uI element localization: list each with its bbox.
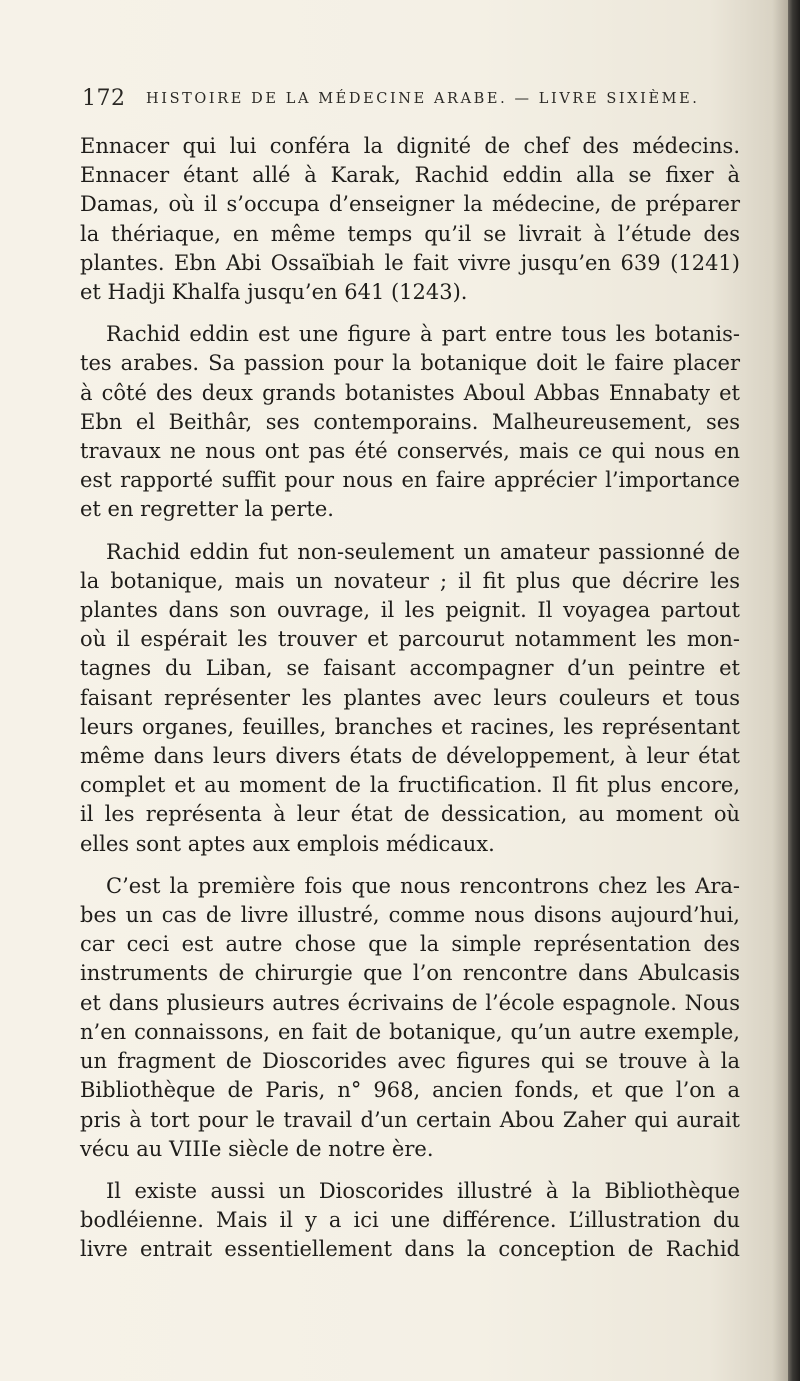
- text-line: instruments de chirurgie que l’on rencontre dans Abulcasis: [80, 961, 740, 986]
- text-line: Damas, où il s’occupa d’enseigner la médecine, de préparer: [80, 192, 740, 217]
- paragraph: [80, 872, 740, 1164]
- text-line: où il espérait les trouver et parcourut notamment les mon-: [80, 627, 740, 652]
- text-line: livre entrait essentiellement dans la conception de Rachid: [80, 1237, 740, 1262]
- text-line: est rapporté suffit pour nous en faire apprécier l’importance: [80, 468, 740, 493]
- paragraph: [80, 320, 740, 524]
- page-header: [82, 86, 702, 116]
- page-number: 172: [82, 86, 126, 111]
- text-line: un fragment de Dioscorides avec figures qui se trouve à la: [80, 1049, 740, 1074]
- text-line: à côté des deux grands botanistes Aboul Abbas Ennabaty et: [80, 380, 740, 405]
- text-line: Rachid eddin est une figure à part entre tous les botanis-: [106, 322, 740, 347]
- text-line: la thériaque, en même temps qu’il se livrait à l’étude des: [80, 221, 740, 246]
- text-line: Rachid eddin fut non-seulement un amateur passionné de: [106, 539, 740, 564]
- text-line: faisant représenter les plantes avec leurs couleurs et tous: [80, 685, 740, 710]
- text-line: Ennacer étant allé à Karak, Rachid eddin alla se fixer à: [80, 163, 740, 188]
- text-line: Bibliothèque de Paris, n° 968, ancien fonds, et que l’on a: [80, 1078, 740, 1103]
- text-line: la botanique, mais un novateur ; il fit plus que décrire les: [80, 568, 740, 593]
- text-line: complet et au moment de la fructification. Il fit plus encore,: [80, 773, 740, 798]
- text-line: et dans plusieurs autres écrivains de l’école espagnole. Nous: [80, 990, 740, 1015]
- text-line: et Hadji Khalfa jusqu’en 641 (1243).: [80, 280, 468, 305]
- text-line: leurs organes, feuilles, branches et racines, les représentant: [80, 714, 740, 739]
- body-text: [80, 132, 740, 1278]
- text-line: elles sont aptes aux emplois médicaux.: [80, 831, 495, 856]
- text-line: même dans leurs divers états de développement, à leur état: [80, 744, 740, 769]
- text-line: travaux ne nous ont pas été conservés, mais ce qui nous en: [80, 439, 740, 464]
- text-line: Il existe aussi un Dioscorides illustré à la Bibliothèque: [106, 1178, 740, 1203]
- text-line: Ebn el Beithâr, ses contemporains. Malheureusement, ses: [80, 409, 740, 434]
- text-line: plantes. Ebn Abi Ossaïbiah le fait vivre jusqu’en 639 (1241): [80, 250, 740, 275]
- text-line: plantes dans son ouvrage, il les peignit. Il voyagea partout: [80, 598, 740, 623]
- text-line: bodléienne. Mais il y a ici une différence. L’illustration du: [80, 1208, 740, 1233]
- text-line: pris à tort pour le travail d’un certain Abou Zaher qui aurait: [80, 1107, 740, 1132]
- text-line: C’est la première fois que nous rencontrons chez les Ara-: [106, 873, 740, 898]
- text-line: n’en connaissons, en fait de botanique, qu’un autre exemple,: [80, 1019, 740, 1044]
- text-line: il les représenta à leur état de dessication, au moment où: [80, 802, 740, 827]
- paragraph: [80, 1177, 740, 1265]
- text-line: vécu au VIIIe siècle de notre ère.: [80, 1136, 434, 1161]
- page-edge-shadow: [788, 0, 800, 1381]
- text-line: car ceci est autre chose que la simple représentation des: [80, 932, 740, 957]
- text-line: Ennacer qui lui conféra la dignité de chef des médecins.: [80, 134, 740, 158]
- running-title: HISTOIRE DE LA MÉDECINE ARABE. — LIVRE SIXIÈME.: [146, 91, 700, 107]
- text-line: bes un cas de livre illustré, comme nous disons aujourd’hui,: [80, 903, 740, 928]
- text-line: et en regretter la perte.: [80, 497, 334, 522]
- paragraph: [80, 132, 740, 307]
- paragraph: [80, 538, 740, 859]
- text-line: tagnes du Liban, se faisant accompagner d’un peintre et: [80, 656, 740, 681]
- text-line: tes arabes. Sa passion pour la botanique doit le faire placer: [80, 351, 740, 376]
